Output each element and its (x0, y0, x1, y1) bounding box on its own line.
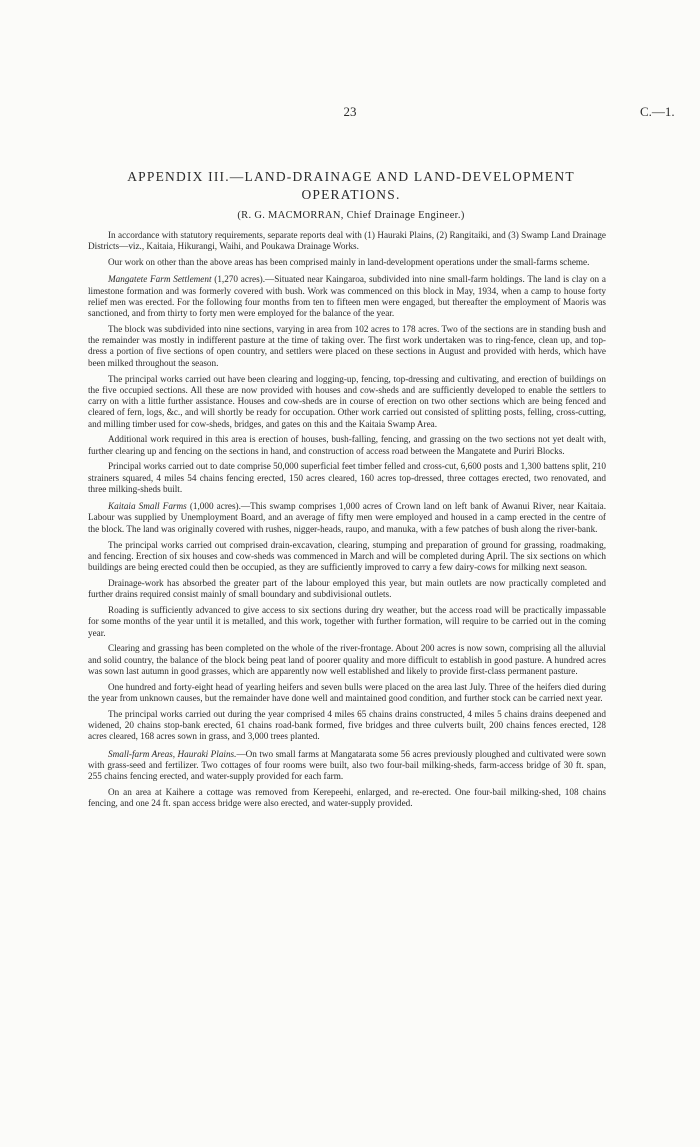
paragraph-text: Clearing and grassing has been completed on the whole of the river-frontage. About 200 acres is now sown, comprising all the alluvial and solid country, the balance of the block being peat land of poorer quality and more difficult to establish in good pasture. A hundred acres was sown last autumn in good grasses, which are apparently now well established and likely to provide first-class permanent pasture. (88, 643, 606, 676)
body-paragraph (88, 257, 606, 268)
paragraph-text: Principal works carried out to date comprise 50,000 superficial feet timber felled and cross-cut, 6,600 posts and 1,300 battens split, 210 strainers squared, 4 miles 54 chains fencing erected, 150 acres cleared, 160 acres top-dressed, three cottages erected, two renovated, and three milking-sheds built. (88, 461, 606, 494)
body-paragraph (88, 709, 606, 743)
report-body (88, 230, 606, 814)
body-paragraph (88, 274, 606, 319)
paragraph-text: The principal works carried out during the year comprised 4 miles 65 chains drains constructed, 4 miles 5 chains drains deepened and widened, 20 chains stop-bank erected, 61 chains road-bank formed, five bridges and three culverts built, 200 chains fences erected, 128 acres cleared, 168 acres sown in grass, and 3,000 trees planted. (88, 708, 606, 742)
paragraph-text: Roading is sufficiently advanced to give access to six sections during dry weather, but the access road will be practically impassable for some months of the year until it is metalled, and this work, together with further formation, will require to be carried out in the coming year. (88, 605, 606, 638)
body-paragraph (88, 682, 606, 705)
paragraph-text: Additional work required in this area is erection of houses, bush-falling, fencing, and grassing on the two sections not yet dealt with, further clearing up and fencing on the sections in hand, and construction of access road between the Mangatete and Puriri Blocks. (88, 434, 606, 456)
author-byline: (R. G. MACMORRAN, Chief Drainage Engineer.) (237, 210, 465, 221)
body-paragraph (88, 461, 606, 495)
paragraph-text: —On two small farms at Mangatarata some 56 acres previously ploughed and cultivated were sown with grass-seed and fertilizer. Two cottages of four rooms were built, also two four-bail milking-sheds, farm-access bridge of 30 ft. span, 255 chains fencing erected, and water-supply provided for each farm. (88, 748, 606, 782)
body-paragraph (88, 605, 606, 639)
paragraph-text: The principal works carried out have been clearing and logging-up, fencing, top-dressing and cultivating, and erection of buildings on the five occupied sections. All these are now provided with houses and cow-sheds and are sufficiently developed to enable the settlers to carry on with a little further assistance. Houses and cow-sheds are in course of erection on two other sections which are being fenced and cleared of fern, logs, &c., and will shortly be ready for occupation. Other work carried out consisted of splitting posts, felling, cross-cutting, and milling timber used for cow-sheds, bridges, and gates on this and the Kaitaia Swamp Area. (88, 373, 606, 429)
appendix-title: APPENDIX III.—LAND-DRAINAGE AND LAND-DEVELOPMENT OPERATIONS. (127, 169, 575, 202)
paragraph-text: On an area at Kaihere a cottage was removed from Kerepeehi, enlarged, and re-erected. One four-bail milking-shed, 108 chains fencing, and one 24 ft. span access bridge were also erected, and water-supply provided. (88, 786, 606, 809)
paragraph-text: (1,000 acres).—This swamp comprises 1,000 acres of Crown land on left bank of Awanui River, near Kaitaia. Labour was supplied by Unemployment Board, and an average of fifty men were employed and housed in a camp erected in the centre of the block. The land was originally covered with rushes, nigger-heads, raupo, and manuka, with a few patches of bush along the river-bank. (88, 501, 606, 534)
paragraph-text: Our work on other than the above areas has been comprised mainly in land-development operations under the small-farms scheme. (108, 257, 590, 268)
paragraph-text: In accordance with statutory requirements, separate reports deal with (1) Hauraki Plains, (2) Rangitaiki, and (3) Swamp Land Drainage Districts—viz., Kaitaia, Hikurangi, Waihi, and Poukawa Drainage Works. (88, 230, 606, 252)
section-heading: Small-farm Areas, Hauraki Plains. (108, 748, 237, 759)
paragraph-text: One hundred and forty-eight head of yearling heifers and seven bulls were placed on the area last July. Three of the heifers died during the year from unknown causes, but the remainder have done well and maintained good condition, and further stock can be carried next year. (88, 681, 606, 703)
body-paragraph (88, 540, 606, 574)
paragraph-text: Drainage-work has absorbed the greater part of the labour employed this year, but main outlets are now practically completed and further drains required consist mainly of small boundary and subdivisional outlets. (88, 577, 606, 600)
body-paragraph (88, 324, 606, 369)
body-paragraph (88, 578, 606, 601)
page-number: 23 (343, 104, 357, 119)
body-paragraph (88, 787, 606, 810)
paragraph-text: The block was subdivided into nine sections, varying in area from 102 acres to 178 acres. Two of the sections are in standing bush and the remainder was mostly in indifferent pasture at the time of taking over. The first work undertaken was to ring-fence, clean up, and top-dress a portion of five sections of open country, and settlers were placed on these sections in August and provided with herds, which have been milked throughout the season. (88, 323, 606, 368)
paragraph-text: The principal works carried out comprised drain-excavation, clearing, stumping and preparation of ground for grassing, roadmaking, and fencing. Erection of six houses and cow-sheds was commenced in March and will be completed during April. The six sections on which buildings are being erected could then be occupied, as they are sufficiently improved to carry a few dairy-cows for milking next season. (88, 539, 606, 573)
body-paragraph (88, 434, 606, 457)
paragraph-text: (1,270 acres).—Situated near Kaingaroa, subdivided into nine small-farm holdings. The land is clay on a limestone formation and was formerly covered with bush. Work was commenced on this block in May, 1934, when a camp to house forty relief men was erected. For the following four months from ten to fifteen men were engaged, but thereafter the employment of Maoris was sanctioned, and from thirty to forty men were employed for the balance of the year. (88, 274, 606, 319)
document-reference: C.—1. (640, 104, 675, 119)
body-paragraph (88, 374, 606, 430)
section-heading: Kaitaia Small Farms (108, 501, 187, 512)
body-paragraph (88, 643, 606, 677)
section-heading: Mangatete Farm Settlement (108, 274, 212, 285)
body-paragraph (88, 501, 606, 535)
body-paragraph (88, 749, 606, 783)
body-paragraph (88, 230, 606, 253)
